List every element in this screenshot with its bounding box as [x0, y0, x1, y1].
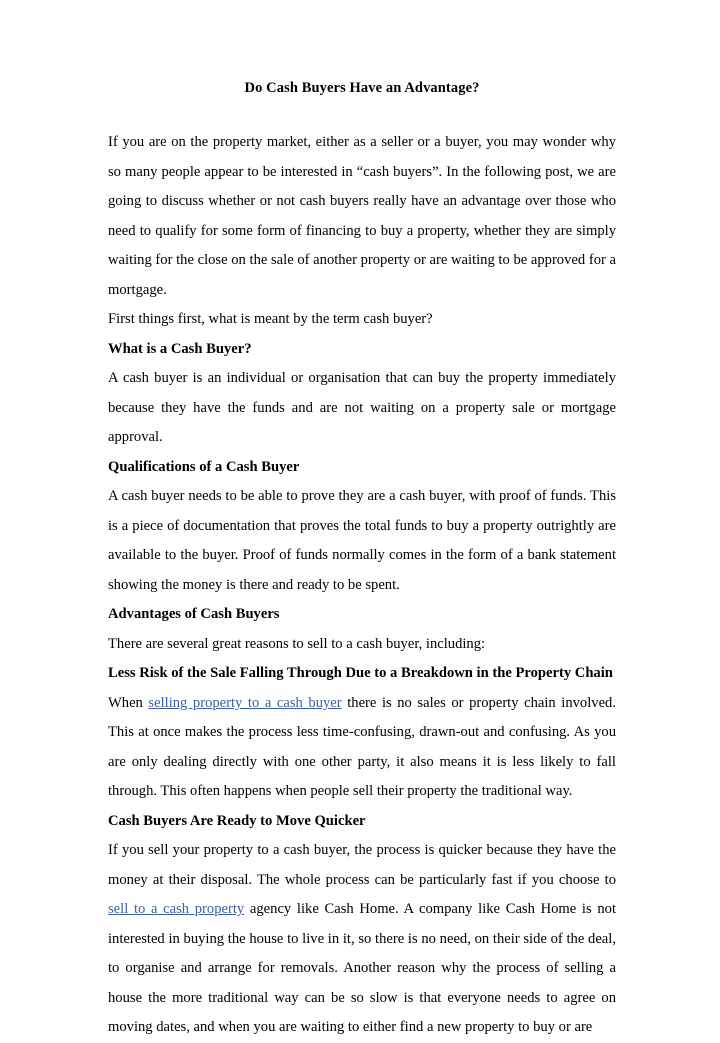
- heading-less-risk-of-sale-falling-through: Less Risk of the Sale Falling Through Due to a Breakdown in the Property Chain: [108, 665, 613, 682]
- property-chain-paragraph: [108, 689, 616, 807]
- heading-qualifications-of-a-cash-buyer: Qualifications of a Cash Buyer: [108, 458, 300, 475]
- heading-what-is-a-cash-buyer: What is a Cash Buyer?: [108, 340, 252, 357]
- first-things-paragraph: First things first, what is meant by the term cash buyer?: [108, 311, 433, 328]
- move-quicker-text-before: If you sell your property to a cash buyer, the process is quicker because they have the money at their disposal. The whole process can be particularly fast if you choose to: [108, 842, 616, 888]
- intro-paragraph: If you are on the property market, either as a seller or a buyer, you may wonder why so many people appear to be interested in “cash buyers”. In the following post, we are going to discuss whether or not cash buyers really have an advantage over those who need to qualify for some form of financing to buy a property, whether they are simply waiting for the close on the sale of another property or are waiting to be approved for a mortgage.: [108, 134, 616, 298]
- page-title: Do Cash Buyers Have an Advantage?: [244, 80, 480, 96]
- property-chain-text-after: there is no sales or property chain involved. This at once makes the process less time-confusing, drawn-out and confusing. As you are only dealing directly with one other party, it also means it is less likely to fall through. This often happens when people sell their property the traditional way.: [108, 694, 617, 800]
- heading-cash-buyers-ready-to-move-quicker: Cash Buyers Are Ready to Move Quicker: [108, 812, 366, 829]
- sell-to-cash-property-link[interactable]: sell to a cash property: [108, 901, 245, 918]
- qualifications-paragraph: A cash buyer needs to be able to prove they are a cash buyer, with proof of funds. This is a piece of documentation that proves the total funds to buy a property outrightly are available to the buyer. Proof of funds normally comes in the form of a bank statement showing the money is there and ready to be spent.: [108, 488, 616, 593]
- move-quicker-paragraph: [108, 836, 616, 1043]
- selling-property-link[interactable]: selling property to a cash buyer: [148, 694, 342, 711]
- heading-advantages-of-cash-buyers: Advantages of Cash Buyers: [108, 606, 280, 623]
- move-quicker-text-after: agency like Cash Home. A company like Cash Home is not interested in buying the house to live in it, so there is no need, on their side of the deal, to organise and arrange for removals. Another reason why the process of selling a house the more traditional way can be so slow is that everyone needs to agree on moving dates, and when you are waiting to either find a new property to buy or are: [108, 901, 616, 1036]
- property-chain-text-before: When: [108, 694, 149, 711]
- advantages-intro-paragraph: There are several great reasons to sell to a cash buyer, including:: [108, 635, 486, 652]
- cash-buyer-definition-paragraph: A cash buyer is an individual or organisation that can buy the property immediately because they have the funds and are not waiting on a property sale or mortgage approval.: [108, 370, 616, 446]
